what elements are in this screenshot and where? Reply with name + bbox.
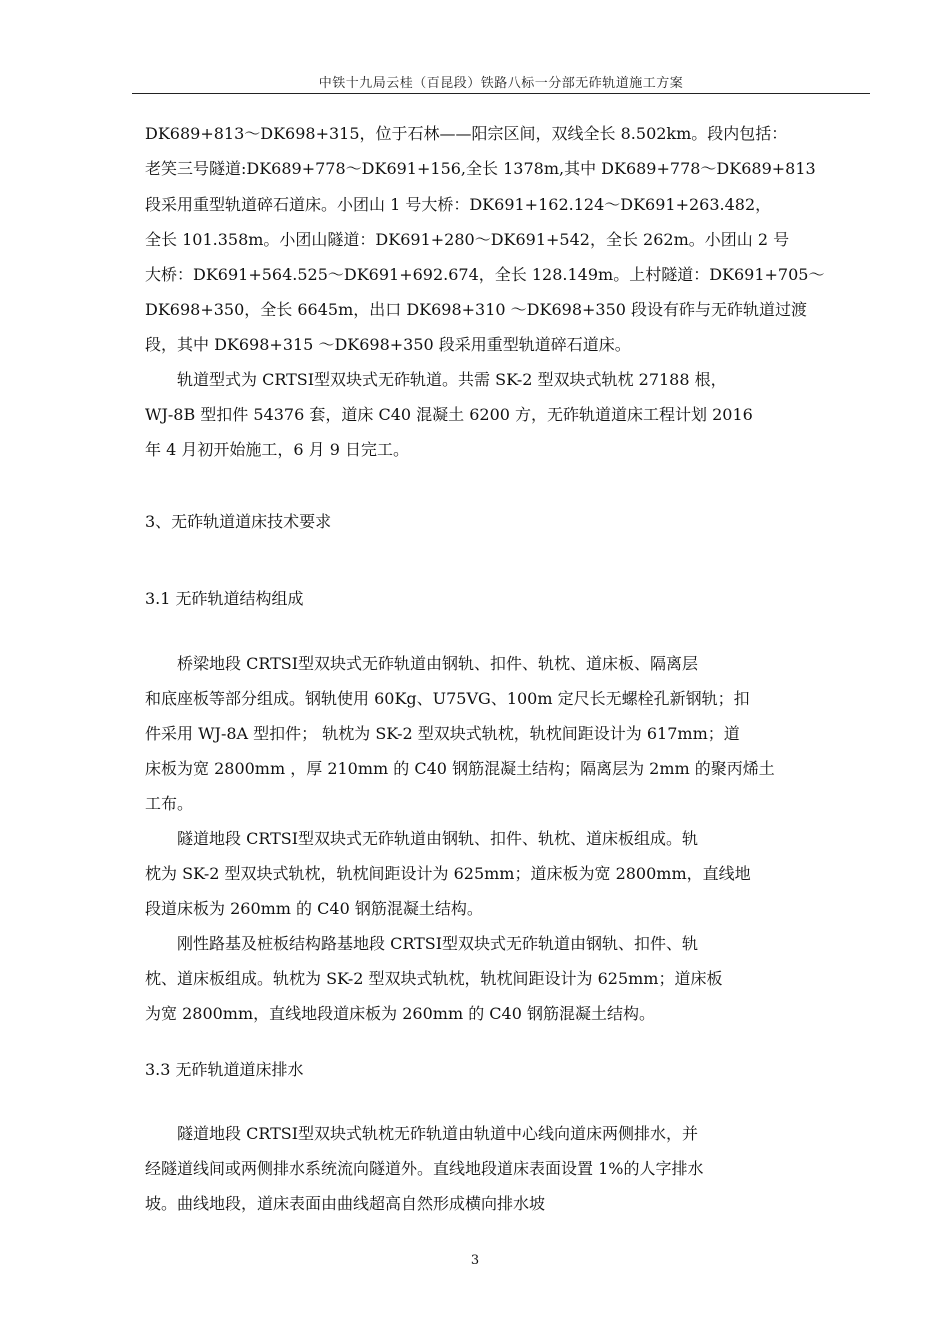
body-line: 桥梁地段 CRTSⅠ型双块式无砟轨道由钢轨、扣件、轨枕、道床板、隔离层 (145, 654, 699, 673)
body-line: WJ-8B 型扣件 54376 套，道床 C40 混凝土 6200 方，无砟轨道道床工程计划 2016 (145, 405, 753, 424)
body-line: 枕为 SK-2 型双块式轨枕，轨枕间距设计为 625mm；道床板为宽 2800mm，直线地 (145, 864, 751, 883)
body-line: 段，其中 DK698+315 ～DK698+350 段采用重型轨道碎石道床。 (145, 335, 631, 354)
page-number: 3 (470, 1253, 480, 1268)
section-heading: 3、无砟轨道道床技术要求 (145, 512, 332, 531)
body-line: 段道床板为 260mm 的 C40 钢筋混凝土结构。 (145, 899, 483, 918)
body-line: 枕、道床板组成。轨枕为 SK-2 型双块式轨枕，轨枕间距设计为 625mm；道床板 (145, 969, 723, 988)
section-heading: 3.1 无砟轨道结构组成 (145, 589, 304, 608)
body-line: 床板为宽 2800mm ，厚 210mm 的 C40 钢筋混凝土结构；隔离层为 2mm 的聚丙烯土 (145, 759, 775, 778)
body-line: 隧道地段 CRTSⅠ型双块式无砟轨道由钢轨、扣件、轨枕、道床板组成。轨 (145, 829, 699, 848)
body-line: 全长 101.358m。小团山隧道：DK691+280～DK691+542，全长 262m。小团山 2 号 (145, 230, 790, 249)
body-line: DK689+813～DK698+315，位于石林——阳宗区间，双线全长 8.502km。段内包括： (145, 124, 788, 143)
body-line: 隧道地段 CRTSⅠ型双块式轨枕无砟轨道由轨道中心线向道床两侧排水，并 (145, 1124, 699, 1143)
body-line: 坡。曲线地段，道床表面由曲线超高自然形成横向排水坡 (145, 1194, 546, 1213)
body-line: 刚性路基及桩板结构路基地段 CRTSⅠ型双块式无砟轨道由钢轨、扣件、轨 (145, 934, 699, 953)
section-heading: 3.3 无砟轨道道床排水 (145, 1060, 304, 1079)
header-divider (132, 93, 870, 94)
body-line: 大桥：DK691+564.525～DK691+692.674，全长 128.149m。上村隧道：DK691+705～ (145, 265, 825, 284)
body-line: 工布。 (145, 794, 194, 813)
body-line: 为宽 2800mm，直线地段道床板为 260mm 的 C40 钢筋混凝土结构。 (145, 1004, 655, 1023)
body-line: 段采用重型轨道碎石道床。小团山 1 号大桥：DK691+162.124～DK691+263.482， (145, 195, 772, 214)
body-line: 老笑三号隧道:DK689+778～DK691+156,全长 1378m,其中 DK689+778～DK689+813 (145, 159, 816, 178)
page-header-title: 中铁十九局云桂（百昆段）铁路八标一分部无砟轨道施工方案 (318, 76, 684, 91)
body-line: 轨道型式为 CRTSⅠ型双块式无砟轨道。共需 SK-2 型双块式轨枕 27188 根， (145, 370, 727, 389)
body-line: 年 4 月初开始施工，6 月 9 日完工。 (145, 440, 409, 459)
body-line: 经隧道线间或两侧排水系统流向隧道外。直线地段道床表面设置 1%的人字排水 (145, 1159, 704, 1178)
body-line: DK698+350，全长 6645m，出口 DK698+310 ～DK698+350 段设有砟与无砟轨道过渡 (145, 300, 808, 319)
body-line: 和底座板等部分组成。钢轨使用 60Kg、U75VG、100m 定尺长无螺栓孔新钢轨；扣 (145, 689, 750, 708)
body-line: 件采用 WJ-8A 型扣件； 轨枕为 SK-2 型双块式轨枕，轨枕间距设计为 617mm；道 (145, 724, 740, 743)
